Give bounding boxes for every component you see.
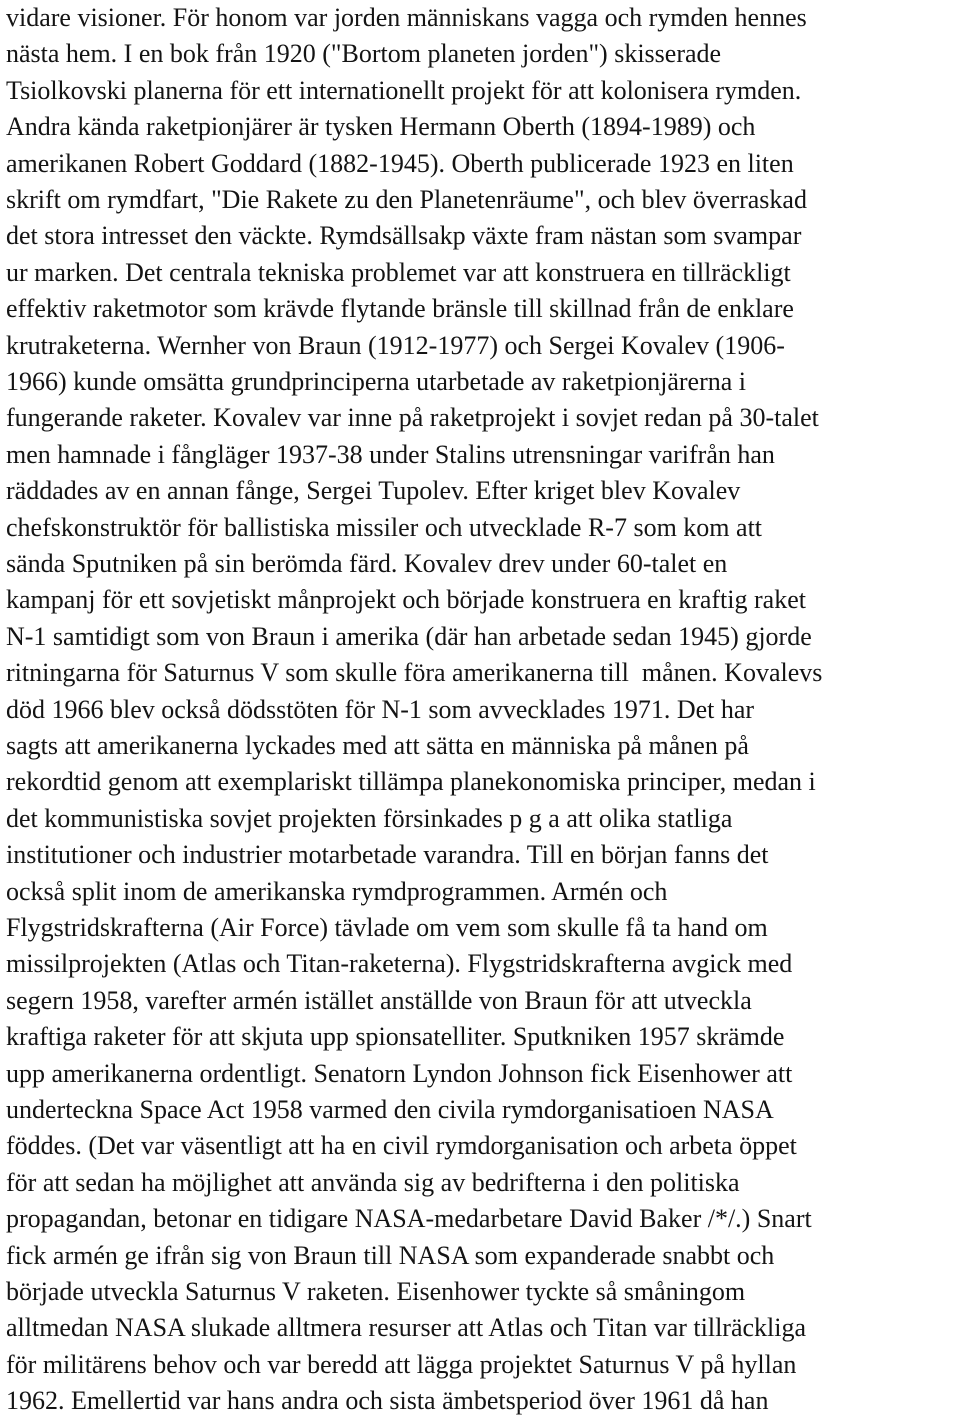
text-line: vidare visioner. För honom var jorden människans vagga och rymden hennes <box>6 3 807 32</box>
text-line: missilprojekten (Atlas och Titan-raketerna). Flygstridskrafterna avgick med <box>6 949 793 979</box>
text-line: alltmedan NASA slukade alltmera resurser att Atlas och Titan var tillräckliga <box>6 1313 807 1343</box>
text-line: föddes. (Det var väsentligt att ha en civil rymdorganisation och arbeta öppet <box>6 1131 797 1161</box>
text-line: kraftiga raketer för att skjuta upp spionsatelliter. Sputkniken 1957 skrämde <box>6 1022 785 1052</box>
text-line: N-1 samtidigt som von Braun i amerika (där han arbetade sedan 1945) gjorde <box>6 621 812 651</box>
text-line: ritningarna för Saturnus V som skulle föra amerikanerna till månen. Kovalevs <box>6 658 823 688</box>
text-line: 1966) kunde omsätta grundprinciperna utarbetade av raketpionjärerna i <box>6 367 746 396</box>
text-line: institutioner och industrier motarbetade varandra. Till en början fanns det <box>6 840 769 870</box>
text-line: krutraketerna. Wernher von Braun (1912-1977) och Sergei Kovalev (1906- <box>6 330 785 360</box>
text-line: det kommunistiska sovjet projekten försinkades p g a att olika statliga <box>6 803 733 833</box>
text-line: kampanj för ett sovjetiskt månprojekt och började konstruera en kraftig raket <box>6 585 806 615</box>
text-line: sända Sputniken på sin berömda färd. Kovalev drev under 60-talet en <box>6 549 728 578</box>
text-line: effektiv raketmotor som krävde flytande bränsle till skillnad från de enklare <box>6 294 794 324</box>
text-line: fungerande raketer. Kovalev var inne på raketprojekt i sovjet redan på 30-talet <box>6 403 819 433</box>
text-line: 1962. Emellertid var hans andra och sista ämbetsperiod över 1961 då han <box>6 1386 769 1416</box>
text-line: räddades av en annan fånge, Sergei Tupolev. Efter kriget blev Kovalev <box>6 476 741 506</box>
text-line: segern 1958, varefter armén istället anställde von Braun för att utveckla <box>6 985 752 1015</box>
text-line: Tsiolkovski planerna för ett internationellt projekt för att kolonisera rymden. <box>6 75 802 105</box>
text-line: för militärens behov och var beredd att lägga projektet Saturnus V på hyllan <box>6 1349 797 1379</box>
text-line: upp amerikanerna ordentligt. Senatorn Lyndon Johnson fick Eisenhower att <box>6 1058 793 1088</box>
text-line: propagandan, betonar en tidigare NASA-medarbetare David Baker /*/.) Snart <box>6 1204 812 1234</box>
text-line: skrift om rymdfart, "Die Rakete zu den Planetenräume", och blev överraskad <box>6 185 807 214</box>
text-line: underteckna Space Act 1958 varmed den civila rymdorganisatioen NASA <box>6 1095 774 1124</box>
text-line: fick armén ge ifrån sig von Braun till NASA som expanderade snabbt och <box>6 1240 775 1270</box>
text-line: rekordtid genom att exemplariskt tillämpa planekonomiska principer, medan i <box>6 767 816 797</box>
text-line: började utveckla Saturnus V raketen. Eisenhower tyckte så småningom <box>6 1277 746 1306</box>
text-line: död 1966 blev också dödsstöten för N-1 som avvecklades 1971. Det har <box>6 694 755 724</box>
text-line: amerikanen Robert Goddard (1882-1945). Oberth publicerade 1923 en liten <box>6 148 794 178</box>
text-line: nästa hem. I en bok från 1920 ("Bortom planeten jorden") skisserade <box>6 39 722 69</box>
text-line: chefskonstruktör för ballistiska missiler och utvecklade R-7 som kom att <box>6 512 763 542</box>
text-line: men hamnade i fångläger 1937-38 under Stalins utrensningar varifrån han <box>6 439 775 469</box>
text-line: ur marken. Det centrala tekniska problemet var att konstruera en tillräckligt <box>6 257 791 287</box>
text-line: det stora intresset den väckte. Rymdsällsakp växte fram nästan som svampar <box>6 221 802 251</box>
text-line: för att sedan ha möjlighet att använda sig av bedrifterna i den politiska <box>6 1167 740 1197</box>
text-line: Flygstridskrafterna (Air Force) tävlade om vem som skulle få ta hand om <box>6 913 768 942</box>
text-line: också split inom de amerikanska rymdprogrammen. Armén och <box>6 876 668 906</box>
text-line: Andra kända raketpionjärer är tysken Hermann Oberth (1894-1989) och <box>6 112 756 142</box>
text-line: sagts att amerikanerna lyckades med att sätta en människa på månen på <box>6 731 749 760</box>
